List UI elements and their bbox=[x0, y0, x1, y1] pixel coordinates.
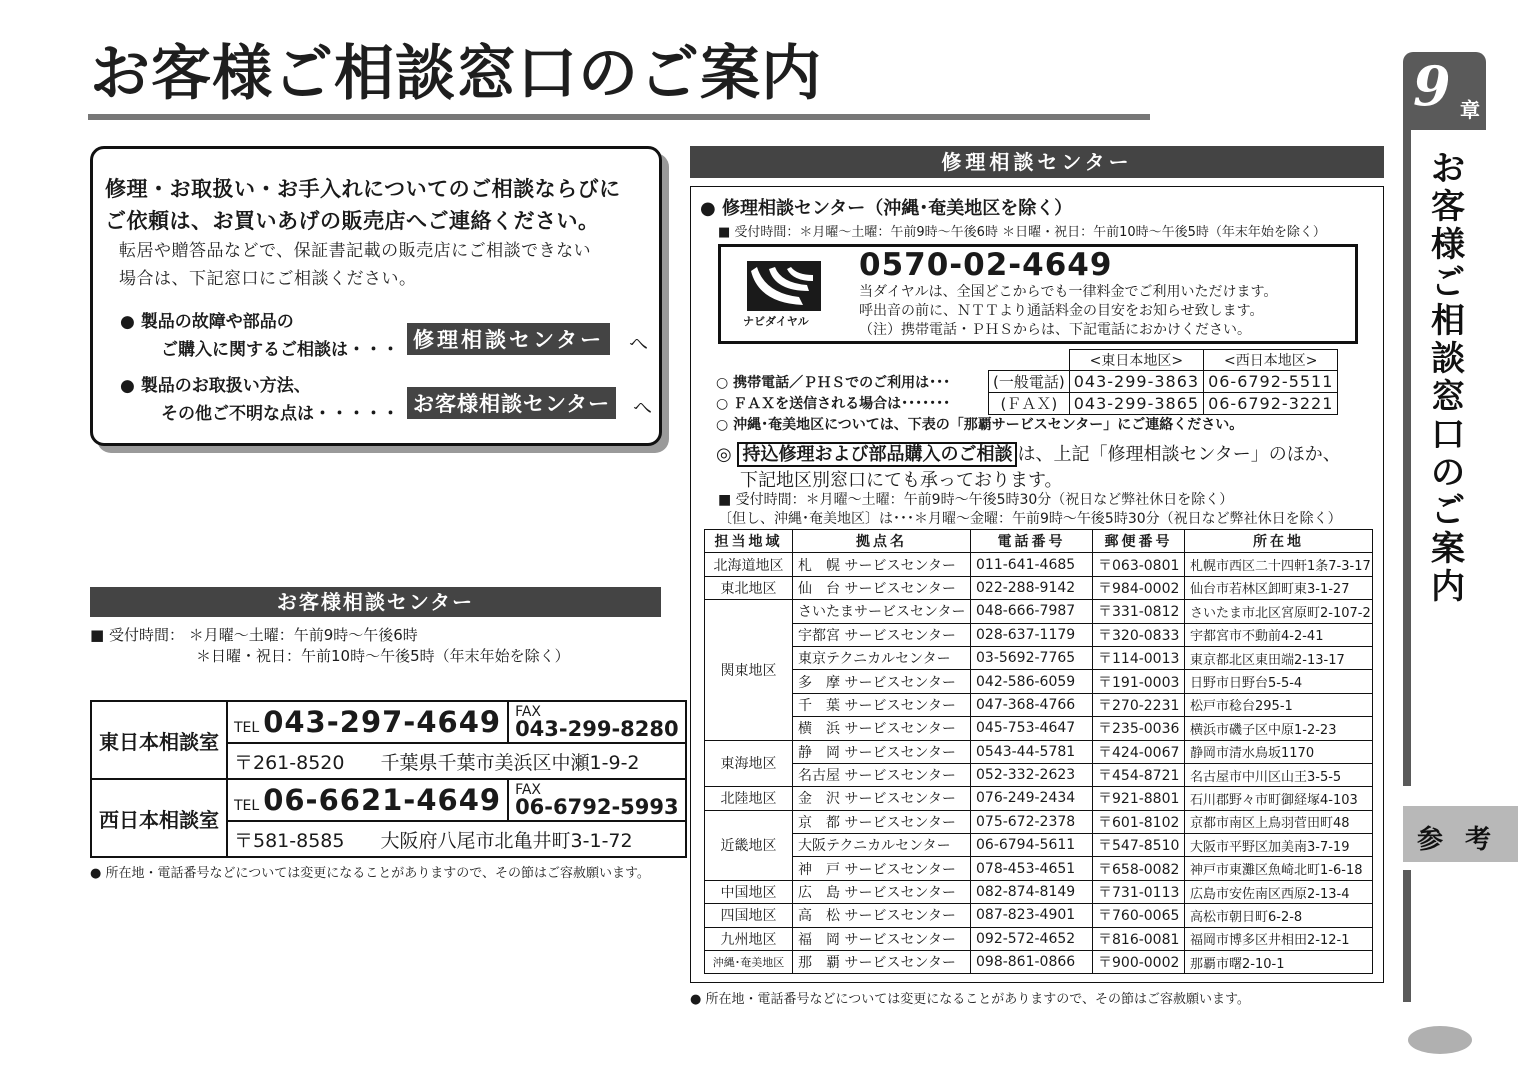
branch-address: 仙台市若林区卸町東3-1-27 bbox=[1185, 576, 1373, 599]
branch-name: 宇都宮 サービスセンター bbox=[793, 623, 971, 646]
branch-address: 那覇市曙2-10-1 bbox=[1185, 951, 1373, 974]
branch-tel: 042-586-6059 bbox=[971, 670, 1093, 693]
fax-east-number: 043-299-3865 bbox=[1069, 393, 1203, 415]
office-fax bbox=[508, 779, 686, 821]
branch-name: 静 岡 サービスセンター bbox=[793, 740, 971, 763]
tel-label: TEL bbox=[234, 720, 260, 736]
column-header: 担当地域 bbox=[705, 530, 793, 553]
phs-type: (一般電話) bbox=[989, 371, 1070, 393]
branch-postal: 〒731-0113 bbox=[1093, 880, 1185, 903]
branch-address: 日野市日野台5-5-4 bbox=[1185, 670, 1373, 693]
table-row bbox=[705, 740, 1373, 763]
branch-name: 福 岡 サービスセンター bbox=[793, 927, 971, 950]
office-fax bbox=[508, 701, 686, 743]
branch-postal: 〒601-8102 bbox=[1093, 810, 1185, 833]
office-tel bbox=[227, 701, 508, 743]
direction-suffix: へ bbox=[629, 333, 649, 355]
header-east: <東日本地区> bbox=[1069, 350, 1203, 371]
region-cell: 北陸地区 bbox=[705, 787, 793, 810]
notice-box bbox=[90, 146, 662, 446]
region-cell: 東北地区 bbox=[705, 576, 793, 599]
branch-name: 札 幌 サービスセンター bbox=[793, 553, 971, 576]
customer-center-label: お客様相談センター bbox=[407, 387, 616, 419]
table-row bbox=[705, 693, 1373, 716]
section-tab bbox=[1403, 806, 1518, 862]
branch-tel: 078-453-4651 bbox=[971, 857, 1093, 880]
branch-postal: 〒921-8801 bbox=[1093, 787, 1185, 810]
customer-center-hours: ■ 受付時間： ＊月曜～土曜：午前9時～午後6時 bbox=[90, 626, 418, 644]
fax-type: (ＦＡＸ) bbox=[989, 393, 1070, 415]
tel-label: TEL bbox=[234, 798, 260, 814]
branch-postal: 〒114-0013 bbox=[1093, 646, 1185, 669]
region-cell: 北海道地区 bbox=[705, 553, 793, 576]
branch-name: 名古屋 サービスセンター bbox=[793, 763, 971, 786]
branch-address: 静岡市清水鳥坂1170 bbox=[1185, 740, 1373, 763]
office-address bbox=[227, 821, 686, 857]
office-name: 東日本相談室 bbox=[91, 701, 227, 779]
branch-address: 宇都宮市不動前4-2-41 bbox=[1185, 623, 1373, 646]
branch-tel: 0543-44-5781 bbox=[971, 740, 1093, 763]
repair-hours: ■ 受付時間：＊月曜～土曜：午前9時～午後6時 ＊日曜・祝日：午前10時～午後5時（年末年始を除く） bbox=[718, 225, 1326, 240]
notice-item-1-detail: ご購入に関するご相談は・・・ bbox=[161, 340, 399, 360]
carry-in-line bbox=[716, 440, 1341, 466]
branch-postal: 〒984-0002 bbox=[1093, 576, 1185, 599]
branch-postal: 〒235-0036 bbox=[1093, 717, 1185, 740]
branch-postal: 〒424-0067 bbox=[1093, 740, 1185, 763]
navi-dial-number: 0570-02-4649 bbox=[859, 247, 1113, 283]
office-address-text: 大阪府八尾市北亀井町3-1-72 bbox=[380, 829, 633, 852]
branch-name: 神 戸 サービスセンター bbox=[793, 857, 971, 880]
direction-suffix: へ bbox=[633, 397, 653, 419]
table-row bbox=[989, 393, 1338, 415]
table-row bbox=[705, 717, 1373, 740]
notice-main-line: ご依頼は、お買いあげの販売店へご連絡ください。 bbox=[105, 209, 600, 233]
fax-number: 06-6792-5993 bbox=[515, 794, 679, 819]
navi-dial-logo-label: ナビダイヤル bbox=[743, 315, 809, 328]
branch-name: 那 覇 サービスセンター bbox=[793, 951, 971, 974]
phs-row-label: ○ 携帯電話／ＰＨＳでのご利用は･･･ bbox=[716, 375, 951, 391]
notice-item-1: ● 製品の故障や部品の bbox=[120, 312, 294, 332]
column-header: 電話番号 bbox=[971, 530, 1093, 553]
table-row bbox=[705, 857, 1373, 880]
branch-postal: 〒900-0002 bbox=[1093, 951, 1185, 974]
office-postal: 〒581-8585 bbox=[234, 829, 345, 852]
table-row bbox=[705, 623, 1373, 646]
navi-dial-note: 当ダイヤルは、全国どこからでも一律料金でご利用いただけます。 bbox=[859, 284, 1278, 300]
branch-name: 高 松 サービスセンター bbox=[793, 904, 971, 927]
repair-center-note: ● 所在地・電話番号などについては変更になることがありますので、その節はご容赦願います。 bbox=[690, 992, 1250, 1007]
column-header: 郵便番号 bbox=[1093, 530, 1185, 553]
navi-dial-box bbox=[718, 244, 1358, 344]
customer-center-note: ● 所在地・電話番号などについては変更になることがありますので、その節はご容赦願います。 bbox=[90, 866, 650, 881]
branch-postal: 〒191-0003 bbox=[1093, 670, 1185, 693]
branch-name: 東京テクニカルセンター bbox=[793, 646, 971, 669]
branch-tel: 03-5692-7765 bbox=[971, 646, 1093, 669]
branch-tel: 082-874-8149 bbox=[971, 880, 1093, 903]
branch-name: 大阪テクニカルセンター bbox=[793, 834, 971, 857]
page-number-oval bbox=[1408, 1026, 1472, 1054]
fax-row-label: ○ ＦＡＸを送信される場合は･･･････ bbox=[716, 396, 951, 412]
table-row bbox=[705, 927, 1373, 950]
chapter-bar bbox=[1403, 130, 1411, 786]
fax-label: FAX bbox=[515, 703, 541, 720]
carry-in-mark: ◎ bbox=[716, 444, 732, 465]
branch-name: 多 摩 サービスセンター bbox=[793, 670, 971, 693]
branch-postal: 〒331-0812 bbox=[1093, 600, 1185, 623]
notice-item-2-detail: その他ご不明な点は・・・・・ bbox=[161, 404, 399, 424]
phs-east-number: 043-299-3863 bbox=[1069, 371, 1203, 393]
branch-address: 京都市南区上鳥羽菅田町48 bbox=[1185, 810, 1373, 833]
branch-hours: ■ 受付時間：＊月曜～土曜：午前9時～午後5時30分（祝日など弊社休日を除く） bbox=[718, 492, 1234, 508]
office-address-text: 千葉県千葉市美浜区中瀬1-9-2 bbox=[380, 751, 640, 774]
region-cell: 沖縄･奄美地区 bbox=[705, 951, 793, 974]
tel-number: 06-6621-4649 bbox=[263, 783, 502, 817]
branch-name: 横 浜 サービスセンター bbox=[793, 717, 971, 740]
carry-in-boxed: 持込修理および部品購入のご相談 bbox=[737, 442, 1017, 467]
branch-name: 金 沢 サービスセンター bbox=[793, 787, 971, 810]
side-title: お客様ご相談窓口のご案内 bbox=[1431, 149, 1465, 607]
branch-tel: 048-666-7987 bbox=[971, 600, 1093, 623]
repair-subheading: ● 修理相談センター（沖縄･奄美地区を除く） bbox=[700, 198, 1073, 219]
table-row bbox=[91, 701, 686, 743]
table-row bbox=[989, 371, 1338, 393]
branch-tel: 087-823-4901 bbox=[971, 904, 1093, 927]
table-row bbox=[705, 600, 1373, 623]
phs-fax-table bbox=[988, 349, 1338, 415]
office-address bbox=[227, 743, 686, 779]
branch-name: さいたまサービスセンター bbox=[793, 600, 971, 623]
branch-address: 東京都北区東田端2-13-17 bbox=[1185, 646, 1373, 669]
branch-postal: 〒816-0081 bbox=[1093, 927, 1185, 950]
chapter-number: 9 bbox=[1413, 54, 1451, 118]
branch-name: 仙 台 サービスセンター bbox=[793, 576, 971, 599]
branch-address: 札幌市西区二十四軒1条7-3-17 bbox=[1185, 553, 1373, 576]
table-row bbox=[705, 880, 1373, 903]
branch-address: 大阪市平野区加美南3-7-19 bbox=[1185, 834, 1373, 857]
navi-dial-note: （注）携帯電話・ＰＨＳからは、下記電話におかけください。 bbox=[859, 322, 1251, 338]
branch-address: さいたま市北区宮原町2-107-2 bbox=[1185, 600, 1373, 623]
table-row bbox=[705, 834, 1373, 857]
table-row bbox=[91, 779, 686, 821]
notice-sub-line: 転居や贈答品などで、保証書記載の販売店にご相談できない bbox=[119, 241, 592, 261]
table-row bbox=[705, 904, 1373, 927]
branch-tel: 047-368-4766 bbox=[971, 693, 1093, 716]
branch-postal: 〒547-8510 bbox=[1093, 834, 1185, 857]
branch-address: 高松市朝日町6-2-8 bbox=[1185, 904, 1373, 927]
tel-number: 043-297-4649 bbox=[263, 705, 502, 739]
customer-center-table bbox=[90, 700, 687, 858]
branch-address: 神戸市東灘区魚崎北町1-6-18 bbox=[1185, 857, 1373, 880]
repair-center-heading: 修理相談センター bbox=[690, 146, 1384, 178]
branch-table bbox=[704, 529, 1373, 974]
branch-hours-okinawa: 〔但し、沖縄･奄美地区〕は･･･＊月曜～金曜：午前9時～午後5時30分（祝日など弊社休日を除く） bbox=[718, 511, 1342, 527]
customer-center-hours: ＊日曜・祝日：午前10時～午後5時（年末年始を除く） bbox=[196, 647, 570, 665]
branch-address: 石川郡野々市町御経塚4-103 bbox=[1185, 787, 1373, 810]
customer-center-heading: お客様相談センター bbox=[90, 587, 661, 617]
branch-name: 京 都 サービスセンター bbox=[793, 810, 971, 833]
branch-tel: 06-6794-5611 bbox=[971, 834, 1093, 857]
table-row bbox=[705, 553, 1373, 576]
branch-address: 横浜市磯子区中原1-2-23 bbox=[1185, 717, 1373, 740]
branch-postal: 〒063-0801 bbox=[1093, 553, 1185, 576]
region-cell: 関東地区 bbox=[705, 600, 793, 740]
navi-dial-note: 呼出音の前に、ＮＴＴより通話料金の目安をお知らせ致します。 bbox=[859, 303, 1264, 319]
phs-west-number: 06-6792-5511 bbox=[1204, 371, 1338, 393]
notice-main-line: 修理・お取扱い・お手入れについてのご相談ならびに bbox=[105, 177, 621, 201]
region-cell: 中国地区 bbox=[705, 880, 793, 903]
chapter-bar-bottom bbox=[1403, 870, 1411, 1002]
branch-postal: 〒658-0082 bbox=[1093, 857, 1185, 880]
okinawa-note: ○ 沖縄･奄美地区については、下表の「那覇サービスセンター」にご連絡ください。 bbox=[716, 417, 1244, 433]
branch-tel: 052-332-2623 bbox=[971, 763, 1093, 786]
branch-postal: 〒760-0065 bbox=[1093, 904, 1185, 927]
table-row bbox=[705, 763, 1373, 786]
office-postal: 〒261-8520 bbox=[234, 751, 345, 774]
table-row bbox=[705, 576, 1373, 599]
column-header: 所在地 bbox=[1185, 530, 1373, 553]
region-cell: 近畿地区 bbox=[705, 810, 793, 880]
branch-postal: 〒454-8721 bbox=[1093, 763, 1185, 786]
column-header: 拠点名 bbox=[793, 530, 971, 553]
branch-tel: 028-637-1179 bbox=[971, 623, 1093, 646]
branch-tel: 022-288-9142 bbox=[971, 576, 1093, 599]
branch-name: 広 島 サービスセンター bbox=[793, 880, 971, 903]
table-row bbox=[705, 670, 1373, 693]
table-row bbox=[705, 646, 1373, 669]
carry-in-rest: は、上記「修理相談センター」のほか、 bbox=[1017, 444, 1341, 465]
branch-tel: 098-861-0866 bbox=[971, 951, 1093, 974]
region-cell: 九州地区 bbox=[705, 927, 793, 950]
table-row bbox=[705, 951, 1373, 974]
table-row bbox=[705, 810, 1373, 833]
table-header-row bbox=[705, 530, 1373, 553]
branch-tel: 092-572-4652 bbox=[971, 927, 1093, 950]
table-row bbox=[705, 787, 1373, 810]
fax-west-number: 06-6792-3221 bbox=[1204, 393, 1338, 415]
branch-address: 福岡市博多区井相田2-12-1 bbox=[1185, 927, 1373, 950]
office-name: 西日本相談室 bbox=[91, 779, 227, 857]
fax-number: 043-299-8280 bbox=[515, 716, 679, 741]
fax-label: FAX bbox=[515, 781, 541, 798]
repair-center-label: 修理相談センター bbox=[407, 323, 610, 355]
region-cell: 四国地区 bbox=[705, 904, 793, 927]
office-tel bbox=[227, 779, 508, 821]
branch-tel: 045-753-4647 bbox=[971, 717, 1093, 740]
carry-in-line2: 下記地区別窓口にても承っております。 bbox=[740, 470, 1063, 491]
branch-name: 千 葉 サービスセンター bbox=[793, 693, 971, 716]
table-row bbox=[989, 350, 1338, 371]
header-west: <西日本地区> bbox=[1204, 350, 1338, 371]
branch-tel: 076-249-2434 bbox=[971, 787, 1093, 810]
branch-postal: 〒270-2231 bbox=[1093, 693, 1185, 716]
branch-address: 名古屋市中川区山王3-5-5 bbox=[1185, 763, 1373, 786]
section-tab-label: 参考 bbox=[1417, 825, 1514, 855]
chapter-suffix: 章 bbox=[1460, 98, 1480, 122]
chapter-tab bbox=[1403, 52, 1486, 130]
branch-address: 松戸市稔台295-1 bbox=[1185, 693, 1373, 716]
branch-tel: 075-672-2378 bbox=[971, 810, 1093, 833]
branch-postal: 〒320-0833 bbox=[1093, 623, 1185, 646]
notice-item-2: ● 製品のお取扱い方法、 bbox=[120, 376, 311, 396]
page-title: お客様ご相談窓口のご案内 bbox=[90, 39, 822, 109]
title-underline bbox=[88, 114, 1150, 120]
branch-address: 広島市安佐南区西原2-13-4 bbox=[1185, 880, 1373, 903]
notice-sub-line: 場合は、下記窓口にご相談ください。 bbox=[119, 269, 417, 289]
region-cell: 東海地区 bbox=[705, 740, 793, 787]
branch-tel: 011-641-4685 bbox=[971, 553, 1093, 576]
